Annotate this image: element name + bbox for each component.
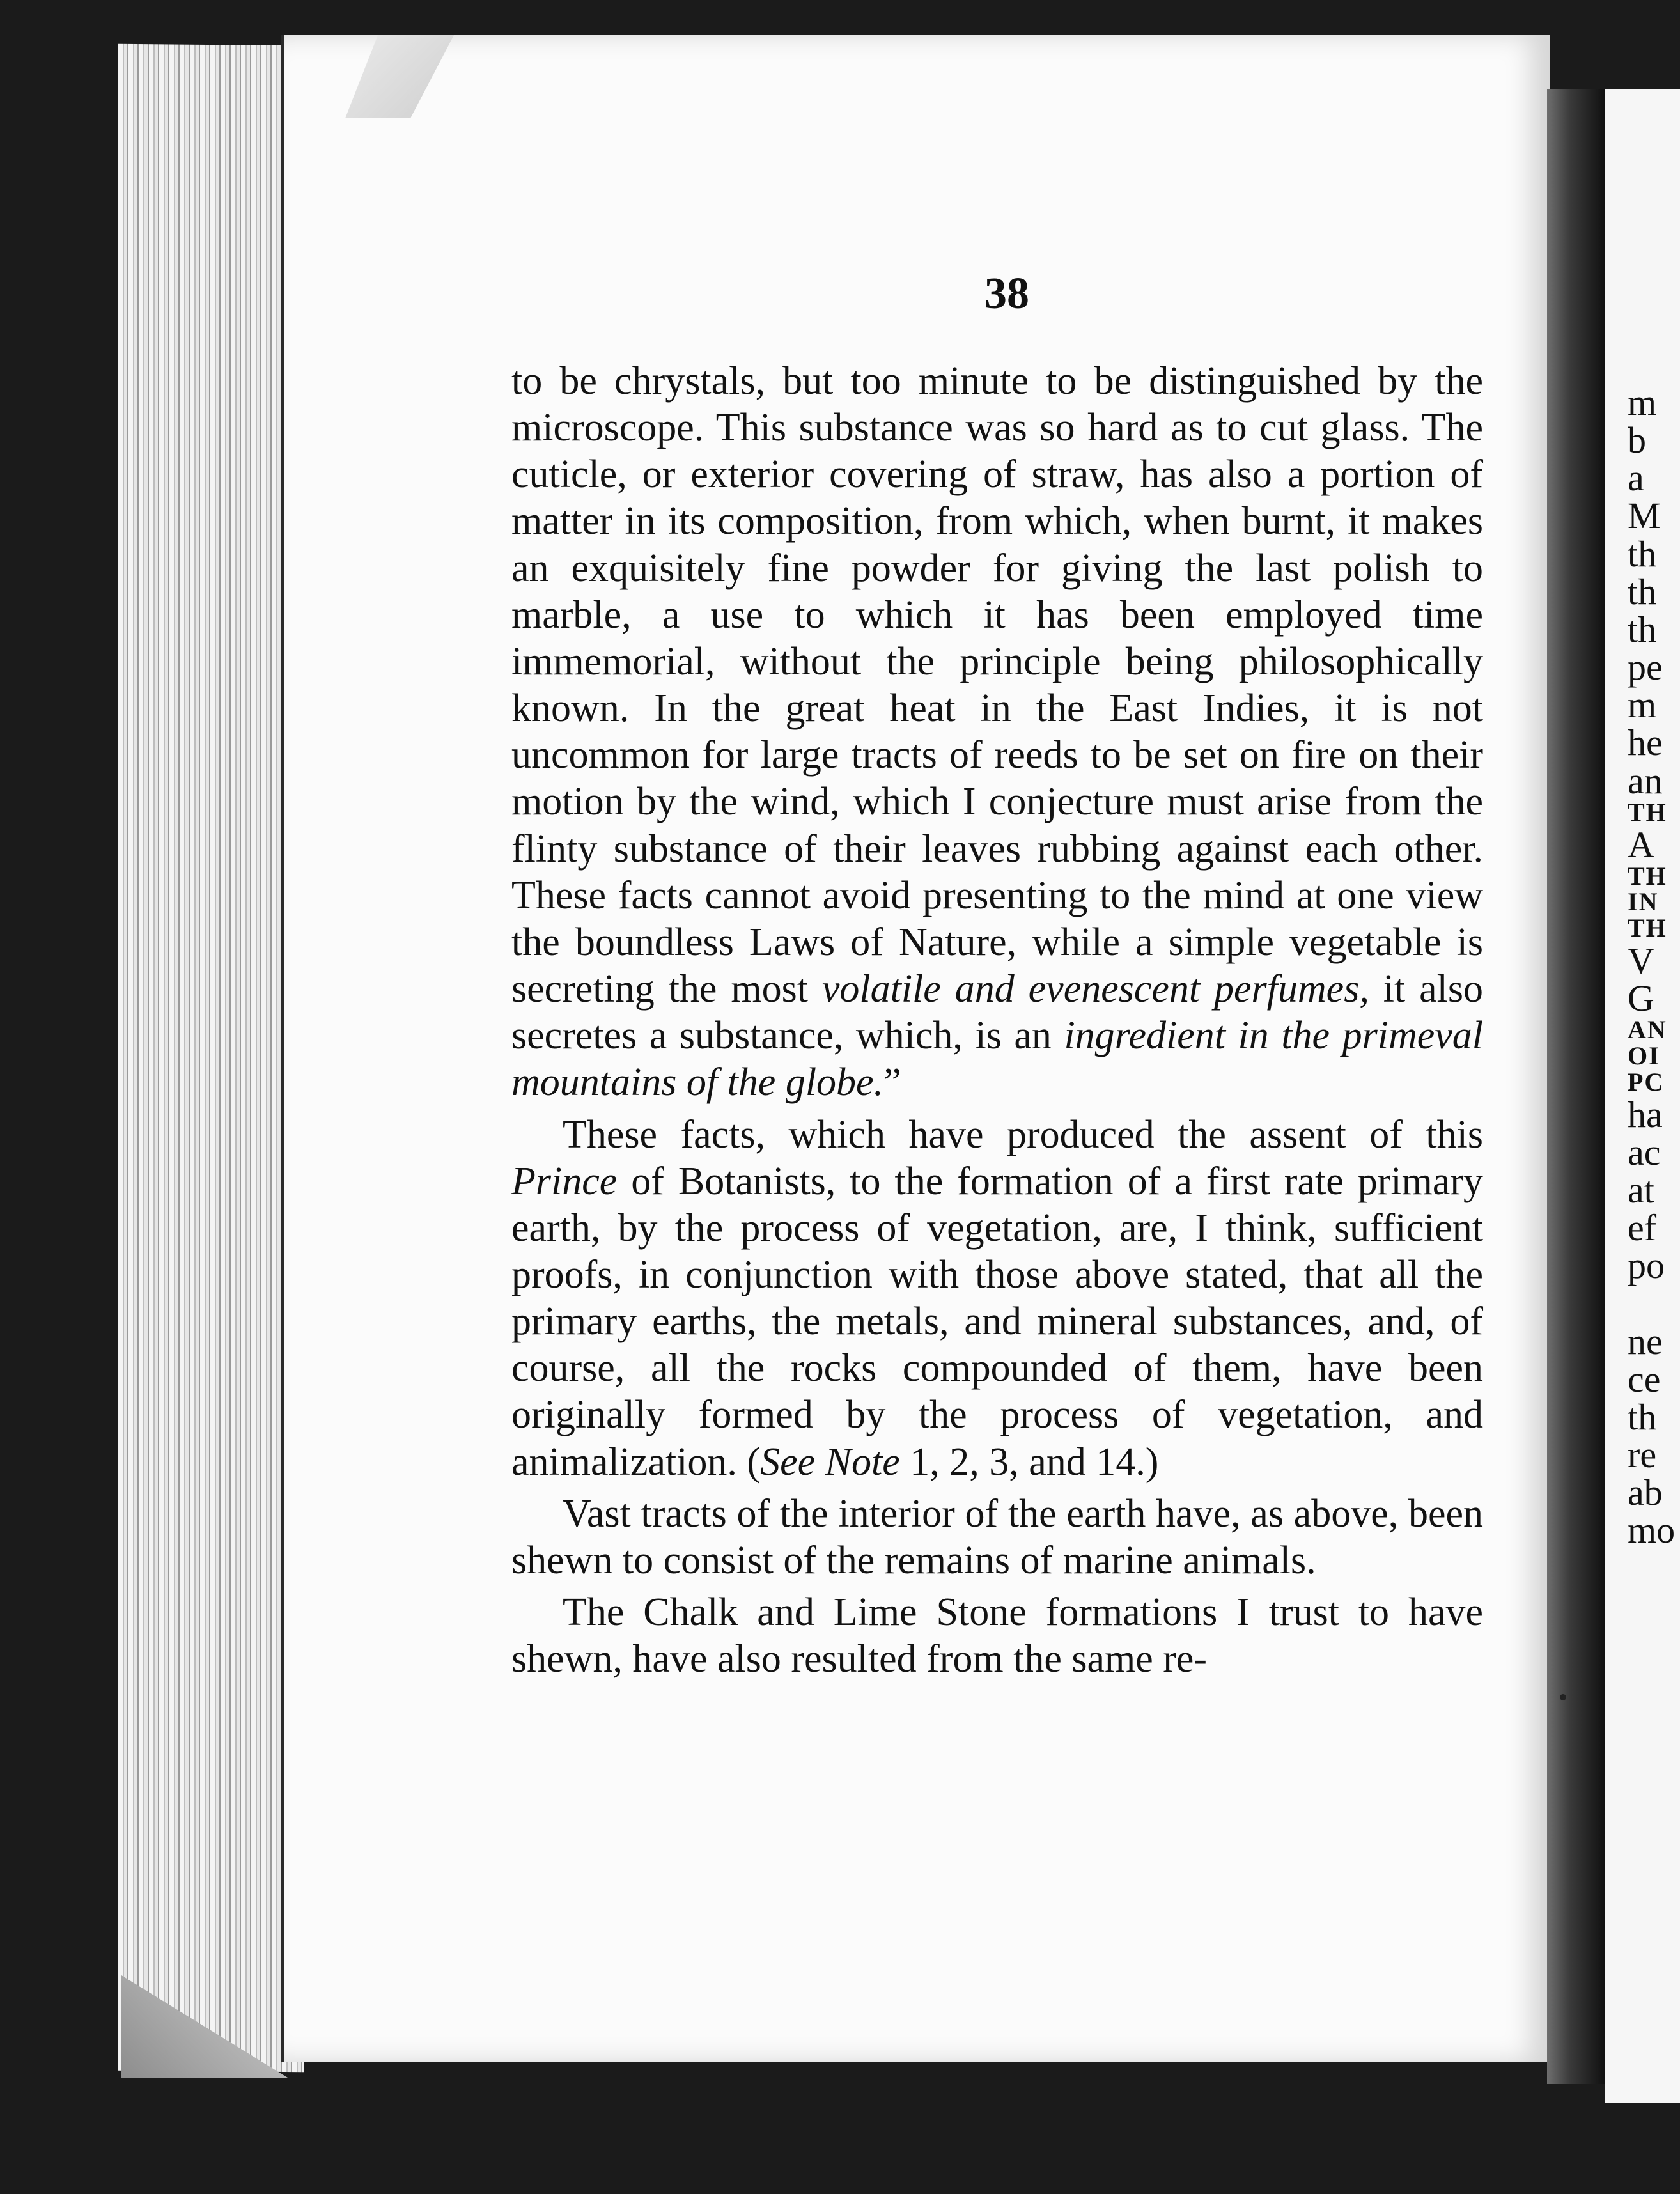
- paragraph: [511, 1491, 1483, 1584]
- facing-page-text-fragments: [1628, 384, 1680, 1550]
- facing-page-fragment: a: [1628, 457, 1644, 499]
- facing-page-fragment: pe: [1628, 646, 1663, 689]
- facing-page-fragment: ac: [1628, 1131, 1661, 1173]
- text-run: to be chrystals, but too minute to be distinguished by the microscope. This substance was so hard as to cut glass. The cuticle, or exterior covering of straw, has also a portion of matter in its composition, from which, when burnt, it makes an exquisitely fine powder for giving the last polish to marble, a use to which it has been employed time immemorial, without the principle being philosophically known. In the great heat in the East Indies, it is not uncommon for large tracts of reeds to be set on fire on their motion by the wind, which I conjecture must arise from the flinty substance of their leaves rubbing against each other. These facts cannot avoid presenting to the mind at one view the boundless Laws of Nature, while a simple vegetable is secreting the most: [511, 359, 1483, 1011]
- facing-page-fragment: ce: [1628, 1358, 1661, 1400]
- italic-text: Prince: [511, 1159, 618, 1203]
- facing-page-fragment: V: [1628, 940, 1654, 982]
- facing-page-fragment: AN: [1628, 1015, 1667, 1045]
- facing-page-fragment: at: [1628, 1169, 1654, 1211]
- facing-page-fragment: an: [1628, 759, 1663, 802]
- italic-text: volatile and evenescent perfumes,: [821, 967, 1369, 1011]
- facing-page-fragment: A: [1628, 823, 1654, 866]
- facing-page-fragment: m: [1628, 384, 1657, 423]
- facing-page-fragment: th: [1628, 533, 1657, 575]
- facing-page-fragment: [1628, 1285, 1680, 1323]
- facing-page-fragment: mo: [1628, 1509, 1676, 1550]
- facing-page-fragment: he: [1628, 722, 1663, 764]
- facing-page-fragment: ha: [1628, 1093, 1663, 1135]
- text-run: ”: [883, 1061, 901, 1105]
- italic-text: See Note: [760, 1440, 900, 1484]
- facing-page-fragment: b: [1628, 419, 1646, 462]
- page-edges: [118, 44, 304, 2073]
- facing-page-fragment: G: [1628, 977, 1654, 1020]
- paragraph: [511, 358, 1483, 1107]
- text-run: 1, 2, 3, and 14.): [899, 1440, 1159, 1484]
- book-gutter: [1547, 89, 1605, 2084]
- facing-page-fragment: PC: [1628, 1067, 1665, 1096]
- facing-page-fragment: M: [1628, 495, 1661, 537]
- facing-page-fragment: th: [1628, 608, 1657, 650]
- italic-text: ingredient in the primeval mountains of the globe.: [511, 1014, 1484, 1105]
- facing-page-fragment: ab: [1628, 1472, 1663, 1514]
- facing-page-fragment: m: [1628, 684, 1657, 726]
- page-number: 38: [984, 269, 1029, 318]
- facing-page-fragment: TH: [1628, 914, 1667, 943]
- text-run: The Chalk and Lime Stone formations I trust to have shewn, have also resulted from the same re-: [511, 1591, 1483, 1681]
- facing-page-fragment: th: [1628, 1396, 1657, 1438]
- text-run: These facts, which have produced the assent of this: [563, 1112, 1483, 1156]
- facing-page-fragment: TH: [1628, 861, 1667, 891]
- facing-page-fragment: po: [1628, 1245, 1665, 1287]
- paragraph: [511, 1112, 1483, 1486]
- facing-page-fragment: re: [1628, 1434, 1657, 1476]
- paragraph: [511, 1589, 1483, 1683]
- facing-page-fragment: TH: [1628, 797, 1667, 827]
- text-run: of Botanists, to the formation of a first rate primary earth, by the process of vegetation, are, I think, sufficient proofs, in conjunction with those above stated, that all the primary earths, the metals, and mineral substances, and, of course, all the rocks compounded of them, have been originally formed by the process of vegetation, and animalization. (: [511, 1159, 1483, 1484]
- facing-page-fragment: IN: [1628, 887, 1659, 917]
- facing-page-fragment: ef: [1628, 1207, 1657, 1249]
- facing-page-fragment: th: [1628, 570, 1657, 612]
- facing-page-fragment: OI: [1628, 1041, 1660, 1071]
- text-run: it also secretes a substance, which, is an: [511, 967, 1484, 1058]
- facing-page-fragment: ne: [1628, 1320, 1663, 1362]
- text-run: Vast tracts of the interior of the earth have, as above, been shewn to consist of the remains of marine animals.: [511, 1491, 1483, 1582]
- body-text: [511, 358, 1483, 1683]
- ink-speck: [1560, 1694, 1566, 1700]
